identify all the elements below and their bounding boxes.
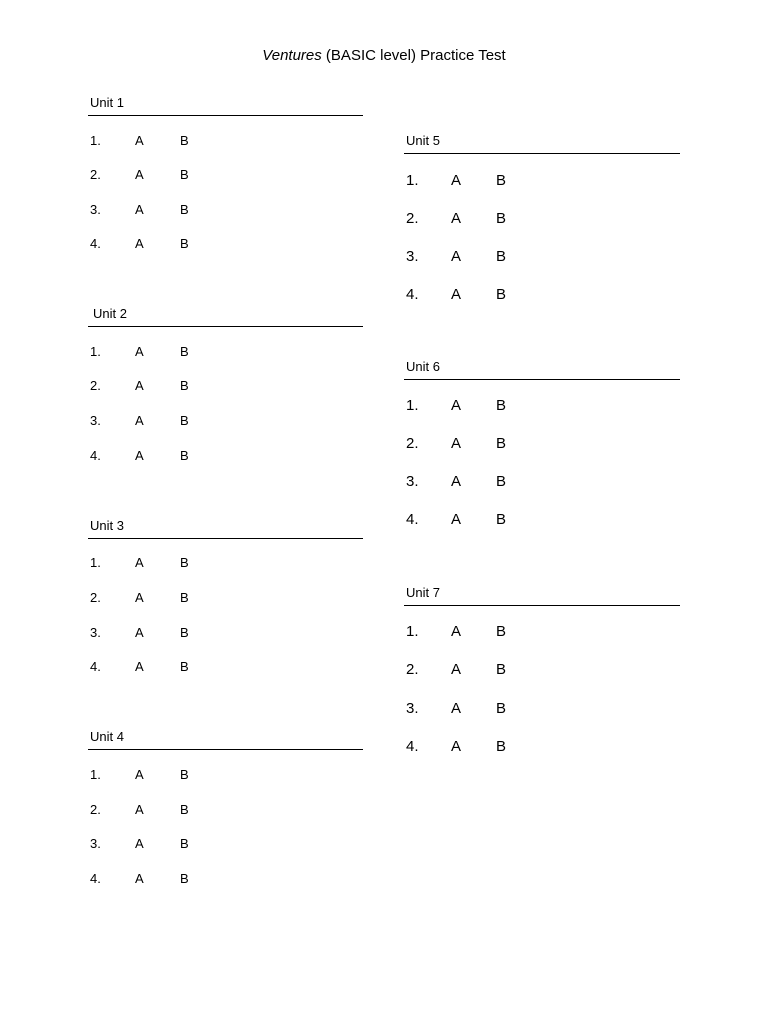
question-number: 1. bbox=[90, 555, 101, 570]
option-a: A bbox=[451, 700, 462, 717]
option-b: B bbox=[180, 767, 189, 782]
option-a: A bbox=[451, 661, 462, 678]
question-number: 1. bbox=[406, 623, 419, 640]
question-number: 1. bbox=[90, 767, 101, 782]
option-a: A bbox=[135, 590, 144, 605]
option-a: A bbox=[451, 623, 462, 640]
option-b: B bbox=[496, 172, 507, 189]
question-number: 4. bbox=[406, 738, 419, 755]
option-a: A bbox=[135, 767, 144, 782]
option-b: B bbox=[180, 236, 189, 251]
question-number: 3. bbox=[90, 413, 101, 428]
option-b: B bbox=[180, 659, 189, 674]
question-number: 2. bbox=[90, 802, 101, 817]
option-b: B bbox=[180, 555, 189, 570]
option-b: B bbox=[180, 413, 189, 428]
option-b: B bbox=[496, 286, 507, 303]
question-number: 3. bbox=[90, 836, 101, 851]
unit-heading: Unit 4 bbox=[88, 729, 363, 750]
option-b: B bbox=[496, 473, 507, 490]
option-b: B bbox=[180, 202, 189, 217]
unit-heading: Unit 5 bbox=[404, 133, 680, 154]
question-number: 1. bbox=[406, 397, 419, 414]
question-number: 2. bbox=[406, 661, 419, 678]
question-number: 2. bbox=[90, 378, 101, 393]
question-number: 1. bbox=[406, 172, 419, 189]
option-b: B bbox=[180, 448, 189, 463]
question-number: 3. bbox=[90, 202, 101, 217]
option-a: A bbox=[451, 435, 462, 452]
question-number: 4. bbox=[90, 448, 101, 463]
option-a: A bbox=[451, 511, 462, 528]
option-b: B bbox=[496, 511, 507, 528]
option-b: B bbox=[180, 802, 189, 817]
question-number: 4. bbox=[406, 511, 419, 528]
option-a: A bbox=[451, 473, 462, 490]
option-b: B bbox=[180, 133, 189, 148]
unit-section-7 bbox=[404, 585, 680, 765]
unit-heading: Unit 1 bbox=[88, 95, 363, 116]
option-a: A bbox=[135, 625, 144, 640]
question-number: 2. bbox=[406, 435, 419, 452]
option-b: B bbox=[496, 435, 507, 452]
option-a: A bbox=[135, 871, 144, 886]
option-b: B bbox=[180, 590, 189, 605]
question-number: 3. bbox=[90, 625, 101, 640]
option-a: A bbox=[135, 448, 144, 463]
option-b: B bbox=[180, 836, 189, 851]
unit-heading: Unit 3 bbox=[88, 518, 363, 539]
option-a: A bbox=[451, 286, 462, 303]
option-a: A bbox=[135, 659, 144, 674]
page-title bbox=[0, 47, 768, 64]
title-rest: (BASIC level) Practice Test bbox=[321, 47, 506, 64]
option-a: A bbox=[451, 248, 462, 265]
question-number: 1. bbox=[90, 344, 101, 359]
unit-section-4 bbox=[88, 729, 363, 899]
unit-heading: Unit 7 bbox=[404, 585, 680, 606]
option-b: B bbox=[496, 738, 507, 755]
option-a: A bbox=[135, 802, 144, 817]
option-a: A bbox=[135, 167, 144, 182]
unit-section-5 bbox=[404, 133, 680, 313]
option-b: B bbox=[496, 248, 507, 265]
option-a: A bbox=[135, 378, 144, 393]
option-b: B bbox=[496, 700, 507, 717]
question-number: 3. bbox=[406, 700, 419, 717]
option-a: A bbox=[135, 344, 144, 359]
option-a: A bbox=[135, 133, 144, 148]
title-italic: Ventures bbox=[262, 47, 322, 64]
question-number: 4. bbox=[90, 659, 101, 674]
unit-section-6 bbox=[404, 359, 680, 539]
question-number: 3. bbox=[406, 473, 419, 490]
option-b: B bbox=[496, 661, 507, 678]
option-a: A bbox=[135, 836, 144, 851]
question-number: 4. bbox=[90, 236, 101, 251]
option-b: B bbox=[180, 871, 189, 886]
option-b: B bbox=[180, 167, 189, 182]
question-number: 4. bbox=[90, 871, 101, 886]
option-b: B bbox=[180, 378, 189, 393]
question-number: 1. bbox=[90, 133, 101, 148]
unit-section-2 bbox=[88, 306, 363, 476]
option-b: B bbox=[180, 344, 189, 359]
question-number: 3. bbox=[406, 248, 419, 265]
option-a: A bbox=[451, 397, 462, 414]
option-a: A bbox=[451, 738, 462, 755]
unit-section-1 bbox=[88, 95, 363, 265]
unit-heading: Unit 2 bbox=[88, 306, 363, 327]
question-number: 2. bbox=[90, 167, 101, 182]
option-b: B bbox=[496, 210, 507, 227]
option-a: A bbox=[451, 210, 462, 227]
option-a: A bbox=[135, 236, 144, 251]
question-number: 2. bbox=[90, 590, 101, 605]
option-a: A bbox=[451, 172, 462, 189]
question-number: 2. bbox=[406, 210, 419, 227]
option-b: B bbox=[180, 625, 189, 640]
option-a: A bbox=[135, 202, 144, 217]
unit-section-3 bbox=[88, 518, 363, 688]
unit-heading: Unit 6 bbox=[404, 359, 680, 380]
option-a: A bbox=[135, 413, 144, 428]
option-a: A bbox=[135, 555, 144, 570]
option-b: B bbox=[496, 623, 507, 640]
option-b: B bbox=[496, 397, 507, 414]
question-number: 4. bbox=[406, 286, 419, 303]
